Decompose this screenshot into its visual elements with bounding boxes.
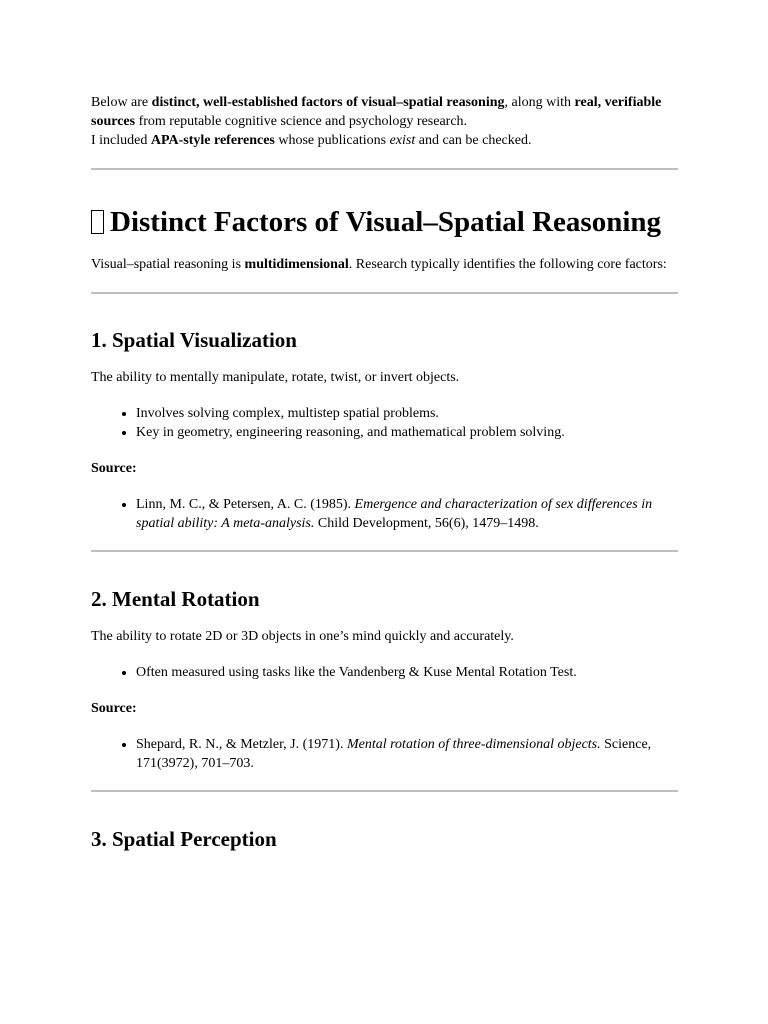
section-heading: 2. Mental Rotation [91,587,260,611]
page-title-text: Distinct Factors of Visual–Spatial Reasoning [110,206,662,238]
reference-authors: Linn, M. C., & Petersen, A. C. (1985). [136,497,355,512]
intro-emphasis: APA-style references [150,133,275,148]
list-item: • Involves solving complex, multistep spatial problems. [136,404,678,423]
reference-list [91,495,678,533]
lead-emphasis: multidimensional [244,257,349,272]
reference-title: Mental rotation of three-dimensional objects. [346,737,601,752]
reference-item [136,735,678,773]
intro-text: and can be checked. [415,133,532,148]
document-page [91,93,678,852]
bullet-list [91,663,678,682]
list-item: • Often measured using tasks like the Vandenberg & Kuse Mental Rotation Test. [136,663,678,682]
lead-text: . Research typically identifies the following core factors: [348,257,667,272]
source-label: Source: [91,461,137,476]
reference-authors: Shepard, R. N., & Metzler, J. (1971). [136,737,347,752]
intro-text: I included [91,133,151,148]
lead-text: Visual–spatial reasoning is [91,257,245,272]
section-description: The ability to mentally manipulate, rotate, twist, or invert objects. [91,370,460,385]
intro-italic: exist [389,133,416,148]
reference-journal: Child Development, 56(6), 1479–1498. [314,516,539,531]
intro-emphasis: distinct, well-established factors of visual–spatial reasoning [151,95,505,110]
reference-list [91,735,678,773]
reference-journal: Science, 171(3972), 701–703. [136,737,652,771]
divider [91,550,678,552]
section-description: The ability to rotate 2D or 3D objects in one’s mind quickly and accurately. [91,629,514,644]
missing-glyph-icon [91,210,104,234]
intro-text: Below are [91,95,152,110]
bullet-list [91,404,678,442]
intro-emphasis: real, verifiable sources [91,95,662,129]
intro-text: from reputable cognitive science and psychology research. [135,114,468,129]
reference-item [136,495,678,533]
lead-paragraph [91,255,678,274]
section-heading: 3. Spatial Perception [91,827,277,851]
list-item: • Key in geometry, engineering reasoning, and mathematical problem solving. [136,423,678,442]
intro-text: whose publications [274,133,390,148]
intro-paragraph [91,93,678,150]
divider [91,790,678,792]
source-label: Source: [91,701,137,716]
section-heading: 1. Spatial Visualization [91,328,297,352]
reference-title: Emergence and characterization of sex differences in spatial ability: A meta-analysis. [136,497,653,531]
intro-text: , along with [504,95,575,110]
divider [91,292,678,294]
divider [91,168,678,170]
page-title [91,204,678,240]
